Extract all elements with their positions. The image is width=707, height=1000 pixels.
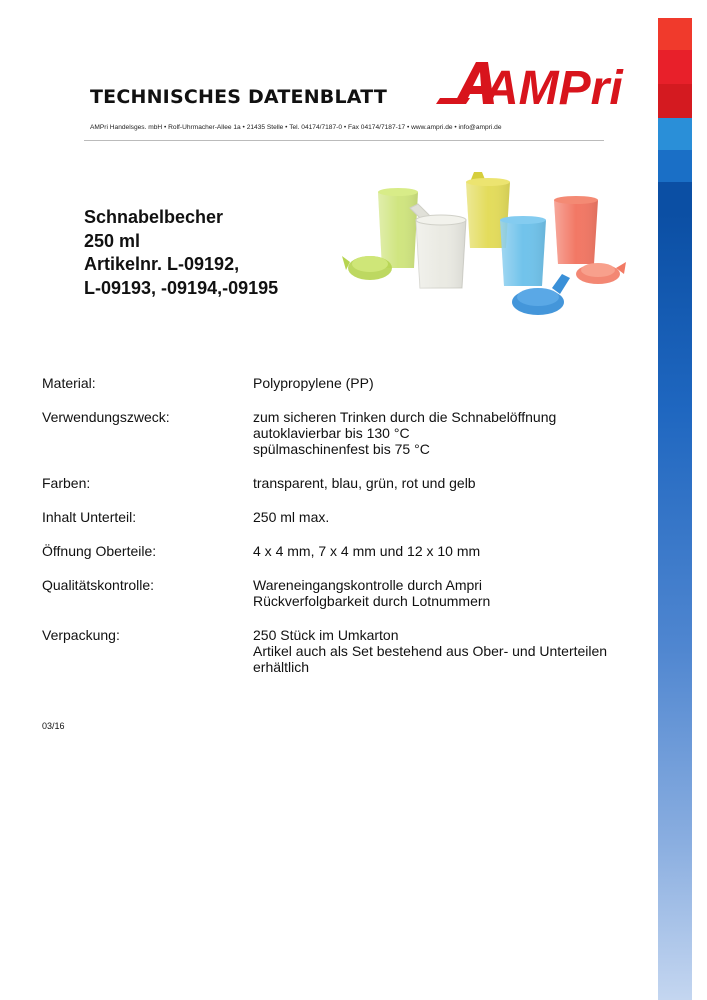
ampri-logo bbox=[440, 58, 623, 115]
band-segment bbox=[658, 84, 692, 118]
green-lid bbox=[342, 256, 392, 280]
spec-values bbox=[253, 475, 642, 491]
spec-row bbox=[42, 375, 642, 391]
spec-value: Wareneingangskontrolle durch Ampri bbox=[253, 577, 483, 593]
band-segment bbox=[658, 118, 692, 150]
blue-cup bbox=[500, 216, 546, 286]
spec-value: 4 x 4 mm, 7 x 4 mm und 12 x 10 mm bbox=[253, 543, 481, 559]
band-gradient bbox=[658, 214, 692, 1000]
product-title-line: L-09193, -09194,-09195 bbox=[84, 277, 279, 298]
side-color-band bbox=[658, 18, 692, 1000]
spec-value: zum sicheren Trinken durch die Schnabelöffnung bbox=[253, 409, 557, 425]
band-segment bbox=[658, 182, 692, 214]
spec-value: transparent, blau, grün, rot und gelb bbox=[253, 475, 476, 491]
red-cup bbox=[554, 196, 598, 264]
product-title bbox=[84, 206, 278, 300]
spec-values bbox=[253, 627, 642, 675]
spec-values bbox=[253, 577, 642, 609]
spec-label: Material: bbox=[42, 375, 96, 391]
header-divider bbox=[84, 140, 604, 141]
spec-row bbox=[42, 475, 642, 491]
spec-label: Verpackung: bbox=[42, 627, 120, 643]
product-photo bbox=[340, 170, 630, 320]
spec-value: autoklavierbar bis 130 °C bbox=[253, 425, 410, 441]
spec-value: spülmaschinenfest bis 75 °C bbox=[253, 441, 430, 457]
spec-label: Farben: bbox=[42, 475, 91, 491]
spec-values bbox=[253, 543, 642, 559]
spec-row bbox=[42, 409, 642, 457]
document-title: TECHNISCHES DATENBLATT bbox=[90, 86, 387, 108]
band-segment bbox=[658, 150, 692, 182]
spec-values bbox=[253, 375, 642, 391]
transparent-cup bbox=[410, 204, 466, 288]
spec-values bbox=[253, 509, 642, 525]
spec-value: erhältlich bbox=[253, 659, 310, 675]
product-title-line: 250 ml bbox=[84, 230, 141, 251]
spec-label: Verwendungszweck: bbox=[42, 409, 170, 425]
spec-value: Polypropylene (PP) bbox=[253, 375, 374, 391]
spec-label: Qualitätskontrolle: bbox=[42, 577, 155, 593]
spec-value: Artikel auch als Set bestehend aus Ober- und Unterteilen bbox=[253, 643, 608, 659]
date-code: 03/16 bbox=[42, 721, 65, 731]
spec-row bbox=[42, 627, 642, 675]
spec-value: 250 ml max. bbox=[253, 509, 330, 525]
spec-label: Öffnung Oberteile: bbox=[42, 543, 157, 559]
product-title-line: Schnabelbecher bbox=[84, 207, 224, 227]
product-title-line: Artikelnr. L-09192, bbox=[84, 254, 240, 274]
red-lid bbox=[576, 262, 626, 284]
spec-value: Rückverfolgbarkeit durch Lotnummern bbox=[253, 593, 491, 609]
spec-label: Inhalt Unterteil: bbox=[42, 509, 137, 525]
company-contact-line: AMPri Handelsges. mbH • Rolf-Uhrmacher-Allee 1a • 21435 Stelle • Tel. 04174/7187-0 • Fax 04174/7187-17 • www.ampri.de • info@ampri.de bbox=[90, 124, 502, 131]
green-cup bbox=[378, 188, 418, 268]
spec-values bbox=[253, 409, 642, 457]
spec-row bbox=[42, 577, 642, 609]
spec-row bbox=[42, 509, 642, 525]
spec-value: 250 Stück im Umkarton bbox=[253, 627, 399, 643]
specification-table bbox=[42, 375, 642, 675]
band-segment bbox=[658, 18, 692, 50]
band-segment bbox=[658, 50, 692, 84]
logo-text: AMPri bbox=[484, 62, 623, 115]
spec-row bbox=[42, 543, 642, 559]
